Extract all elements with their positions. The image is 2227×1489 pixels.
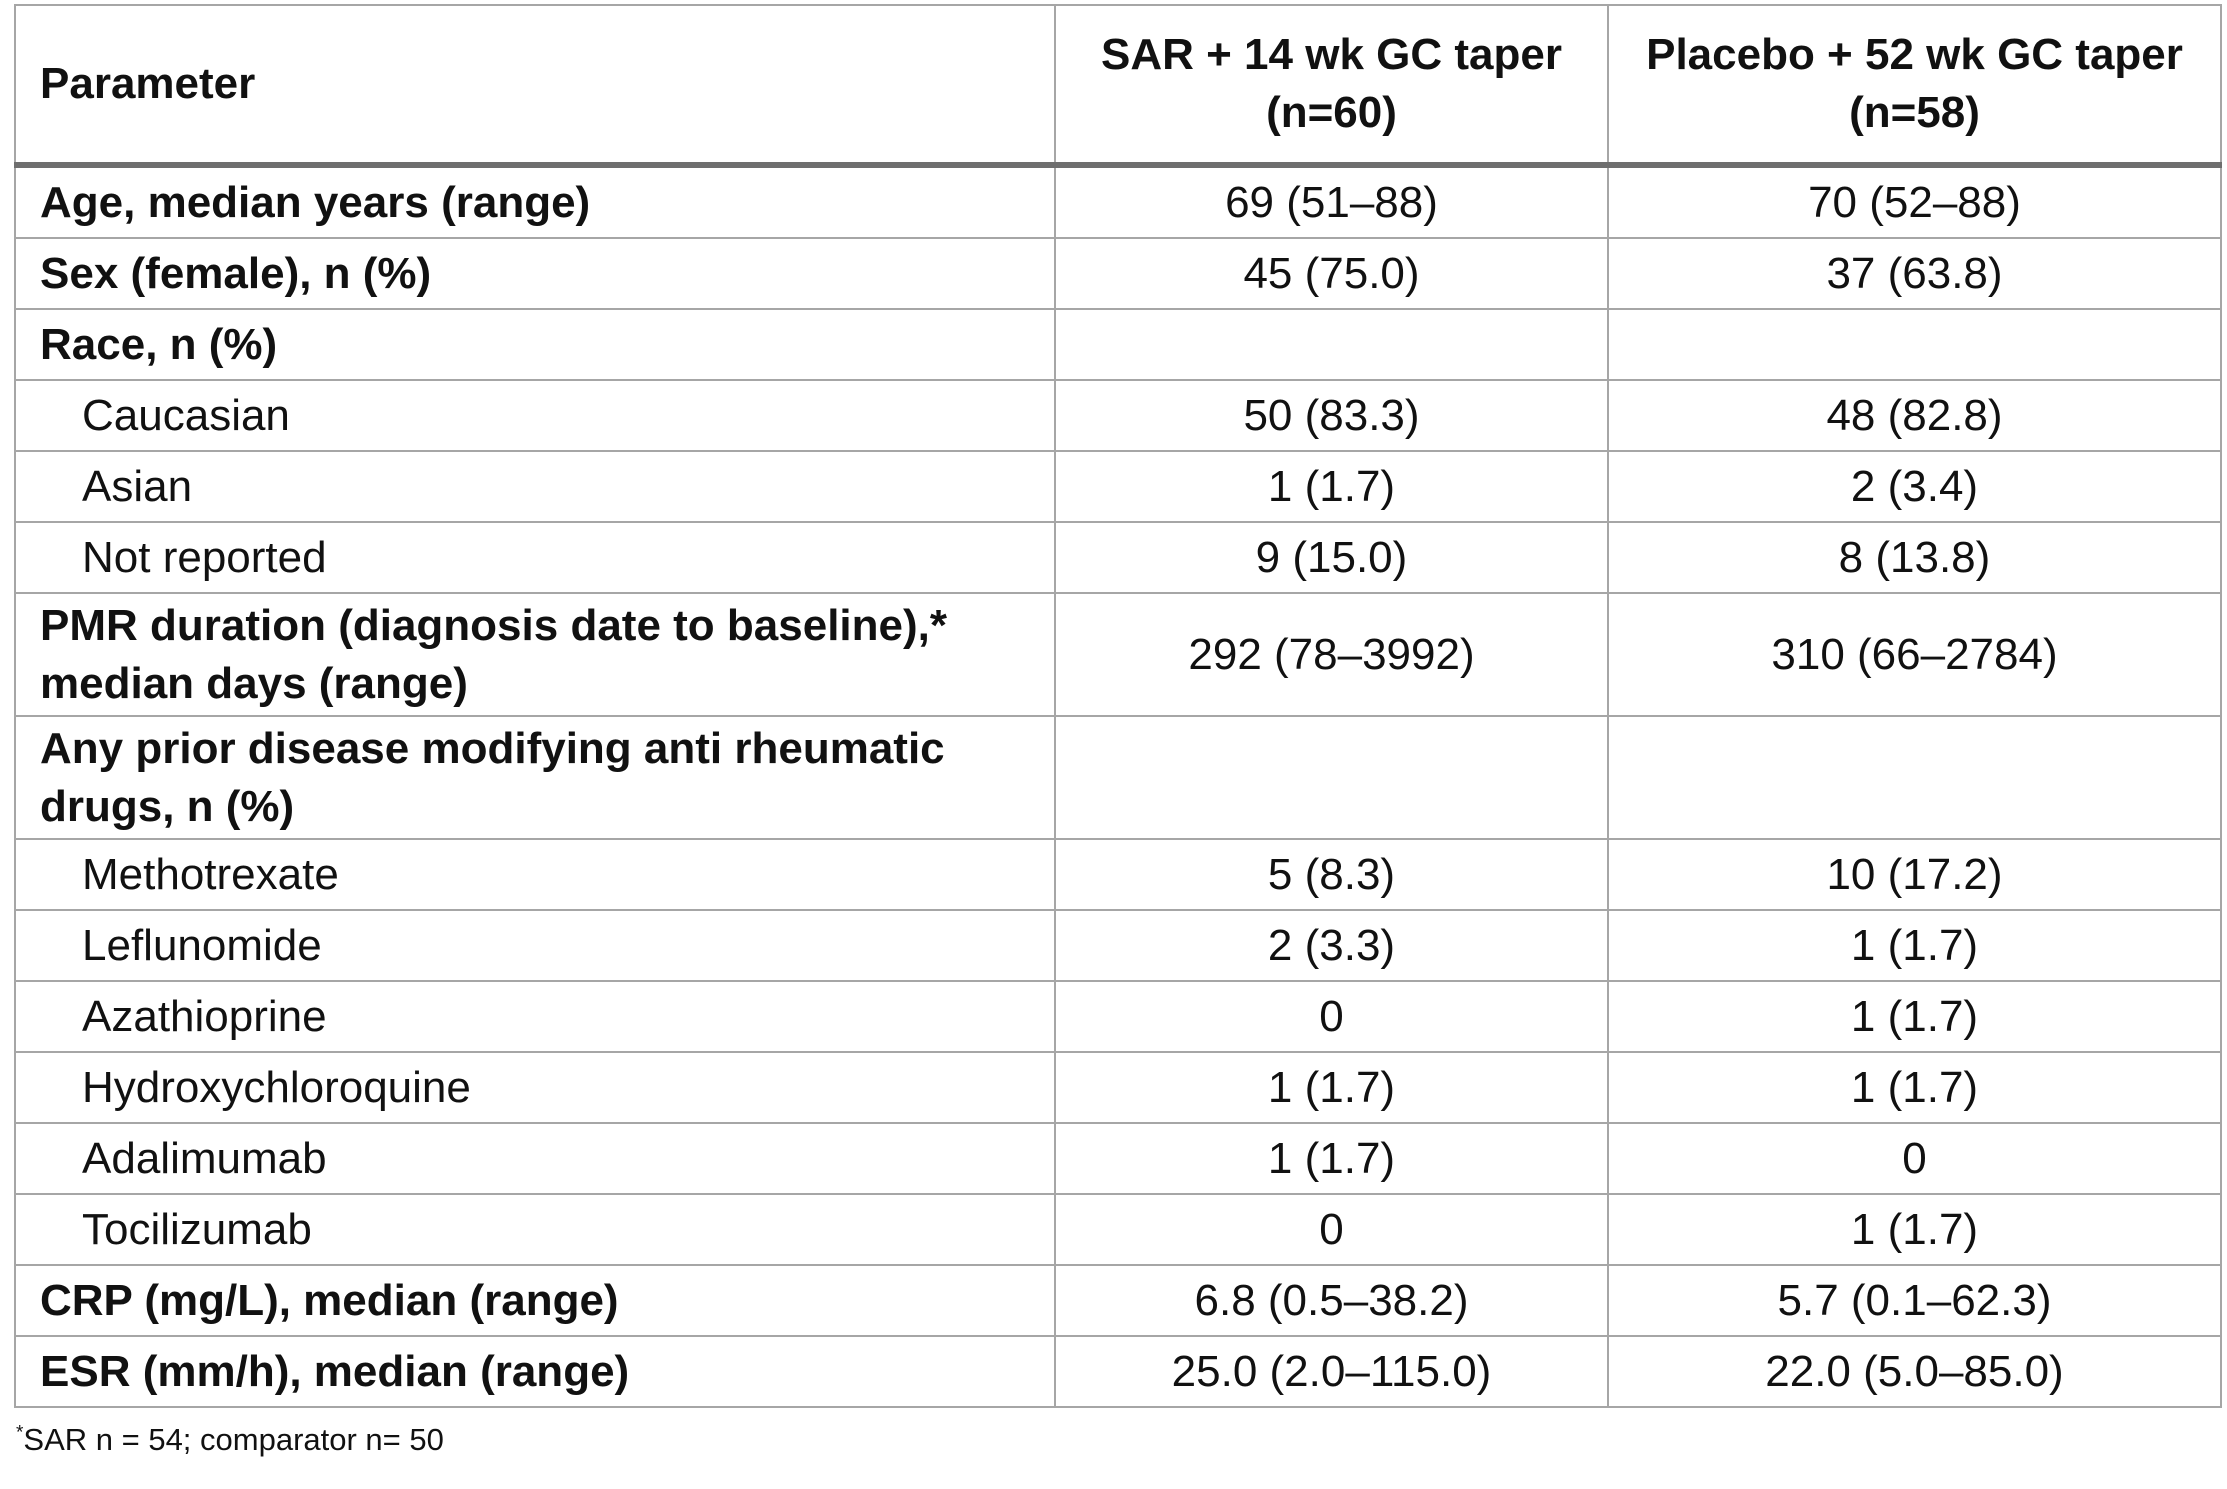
header-parameter: Parameter bbox=[15, 5, 1055, 165]
placebo-value: 37 (63.8) bbox=[1608, 238, 2221, 309]
row-label: Adalimumab bbox=[15, 1123, 1055, 1194]
header-sar-arm: SAR + 14 wk GC taper (n=60) bbox=[1055, 5, 1608, 165]
table-row bbox=[15, 1194, 2221, 1265]
table-row bbox=[15, 839, 2221, 910]
row-label: Race, n (%) bbox=[15, 309, 1055, 380]
placebo-value: 22.0 (5.0–85.0) bbox=[1608, 1336, 2221, 1407]
sar-value: 9 (15.0) bbox=[1055, 522, 1608, 593]
placebo-value: 0 bbox=[1608, 1123, 2221, 1194]
table-row bbox=[15, 380, 2221, 451]
row-label: Caucasian bbox=[15, 380, 1055, 451]
sar-value: 25.0 (2.0–115.0) bbox=[1055, 1336, 1608, 1407]
sar-value: 45 (75.0) bbox=[1055, 238, 1608, 309]
row-label: Leflunomide bbox=[15, 910, 1055, 981]
placebo-value: 310 (66–2784) bbox=[1608, 593, 2221, 716]
table-header-row bbox=[15, 5, 2221, 165]
row-label: Age, median years (range) bbox=[15, 165, 1055, 238]
placebo-value: 2 (3.4) bbox=[1608, 451, 2221, 522]
row-label: CRP (mg/L), median (range) bbox=[15, 1265, 1055, 1336]
sar-value: 50 (83.3) bbox=[1055, 380, 1608, 451]
row-label: ESR (mm/h), median (range) bbox=[15, 1336, 1055, 1407]
sar-value: 1 (1.7) bbox=[1055, 1052, 1608, 1123]
table-footnote bbox=[16, 1420, 444, 1460]
row-label: Sex (female), n (%) bbox=[15, 238, 1055, 309]
table-row bbox=[15, 1336, 2221, 1407]
sar-value: 0 bbox=[1055, 981, 1608, 1052]
placebo-value: 48 (82.8) bbox=[1608, 380, 2221, 451]
row-label: Methotrexate bbox=[15, 839, 1055, 910]
row-label: Tocilizumab bbox=[15, 1194, 1055, 1265]
baseline-characteristics-table bbox=[14, 4, 2222, 1408]
table-row bbox=[15, 1052, 2221, 1123]
table-row bbox=[15, 1123, 2221, 1194]
sar-value: 6.8 (0.5–38.2) bbox=[1055, 1265, 1608, 1336]
table-row bbox=[15, 593, 2221, 716]
table-row bbox=[15, 309, 2221, 380]
table-row bbox=[15, 910, 2221, 981]
placebo-value: 1 (1.7) bbox=[1608, 981, 2221, 1052]
footnote-text: SAR n = 54; comparator n= 50 bbox=[23, 1422, 444, 1457]
row-label: Azathioprine bbox=[15, 981, 1055, 1052]
table-row bbox=[15, 451, 2221, 522]
row-label: Asian bbox=[15, 451, 1055, 522]
placebo-value: 1 (1.7) bbox=[1608, 910, 2221, 981]
placebo-value: 1 (1.7) bbox=[1608, 1194, 2221, 1265]
sar-value: 1 (1.7) bbox=[1055, 1123, 1608, 1194]
sar-value: 1 (1.7) bbox=[1055, 451, 1608, 522]
sar-value bbox=[1055, 716, 1608, 839]
table-row bbox=[15, 981, 2221, 1052]
baseline-characteristics-table-container bbox=[14, 4, 2220, 1408]
table-row bbox=[15, 522, 2221, 593]
table-row bbox=[15, 1265, 2221, 1336]
placebo-value: 8 (13.8) bbox=[1608, 522, 2221, 593]
sar-value: 0 bbox=[1055, 1194, 1608, 1265]
placebo-value bbox=[1608, 716, 2221, 839]
table-row bbox=[15, 238, 2221, 309]
footnote-marker: * bbox=[16, 1422, 24, 1444]
table-row bbox=[15, 165, 2221, 238]
row-label: Hydroxychloroquine bbox=[15, 1052, 1055, 1123]
placebo-value: 1 (1.7) bbox=[1608, 1052, 2221, 1123]
sar-value: 292 (78–3992) bbox=[1055, 593, 1608, 716]
table-row bbox=[15, 716, 2221, 839]
row-label: Not reported bbox=[15, 522, 1055, 593]
placebo-value: 5.7 (0.1–62.3) bbox=[1608, 1265, 2221, 1336]
row-label: Any prior disease modifying anti rheumatic drugs, n (%) bbox=[15, 716, 1055, 839]
placebo-value: 70 (52–88) bbox=[1608, 165, 2221, 238]
header-placebo-arm: Placebo + 52 wk GC taper (n=58) bbox=[1608, 5, 2221, 165]
row-label: PMR duration (diagnosis date to baseline),* median days (range) bbox=[15, 593, 1055, 716]
sar-value: 5 (8.3) bbox=[1055, 839, 1608, 910]
sar-value: 2 (3.3) bbox=[1055, 910, 1608, 981]
placebo-value: 10 (17.2) bbox=[1608, 839, 2221, 910]
placebo-value bbox=[1608, 309, 2221, 380]
sar-value: 69 (51–88) bbox=[1055, 165, 1608, 238]
sar-value bbox=[1055, 309, 1608, 380]
